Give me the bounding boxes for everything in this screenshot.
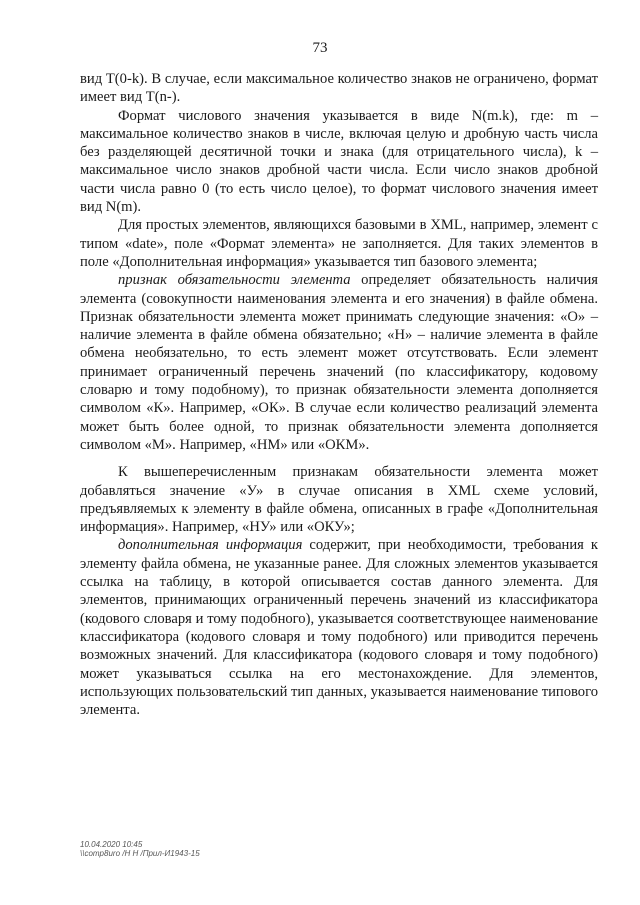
document-footer [80,840,200,858]
paragraph-simple-elements: Для простых элементов, являющихся базовыми в XML, например, элемент с типом «date», поле «Формат элемента» не заполняется. Для таких элементов в поле «Дополнительная информация» указывается тип базового элемента; [80,217,598,270]
paragraph-text-format: вид T(0-k). В случае, если максимальное количество знаков не ограничено, формат имеет вид T(n-). [80,71,598,106]
term-additional-info: дополнительная информация [118,537,303,554]
paragraph-additional-info [80,536,598,719]
paragraph-mandatory-flag [80,271,598,454]
paragraph-condition-flag: К вышеперечисленным признакам обязательности элемента может добавляться значение «У» в случае описания в XML схеме условий, предъявляемых к элементу в файле обмена, описанных в графе «Дополнительная информация». Например, «НУ» или «ОКУ»; [80,464,598,536]
term-mandatory-flag: признак обязательности элемента [118,272,351,289]
mandatory-flag-description: определяет обязательность наличия элемента (совокупности наименования элемента и его значения) в файле обмена. Признак обязательности элемента может принимать следующие значения: «О» – наличие элемента в файле обмена обязательно; «Н» – наличие элемента в файле обмена необязательно, то есть элемент может отсутствовать. Если элемент принимает ограниченный перечень значений (по классификатору, кодовому словарю и тому подобному), то признак обязательности элемента дополняется символом «К». Например, «ОК». В случае если количество реализаций элемента может быть более одной, то признак обязательности элемента дополняется символом «М». Например, «НМ» или «ОКМ». [80,272,598,453]
additional-info-description: содержит, при необходимости, требования к элементу файла обмена, не указанные ранее. Для сложных элементов указывается ссылка на таблицу, в которой описывается состав данного элемента. Для элементов, принимающих ограниченный перечень значений из классификатора (кодового словаря и тому подобного), указывается соответствующее наименование классификатора (кодового словаря и тому подобного) или приводится перечень возможных значений. Для классификатора (кодового словаря и тому подобного) может указываться ссылка на его местонахождение. Для элементов, использующих пользовательский тип данных, указывается наименование типового элемента. [80,537,599,719]
footer-file-path: \\comp8uro /Н Н /Прил-И1943-15 [80,849,200,858]
paragraph-numeric-format: Формат числового значения указывается в виде N(m.k), где: m – максимальное количество знаков в числе, включая целую и дробную часть числа без разделяющей десятичной точки и знака (для отрицательного числа), k – максимальное число знаков дробной части числа. Если число знаков дробной части числа равно 0 (то есть число целое), то формат числового значения имеет вид N(m). [80,107,598,216]
footer-timestamp: 10.04.2020 10:45 [80,840,143,849]
page-number: 73 [312,40,328,56]
document-body [80,70,598,719]
